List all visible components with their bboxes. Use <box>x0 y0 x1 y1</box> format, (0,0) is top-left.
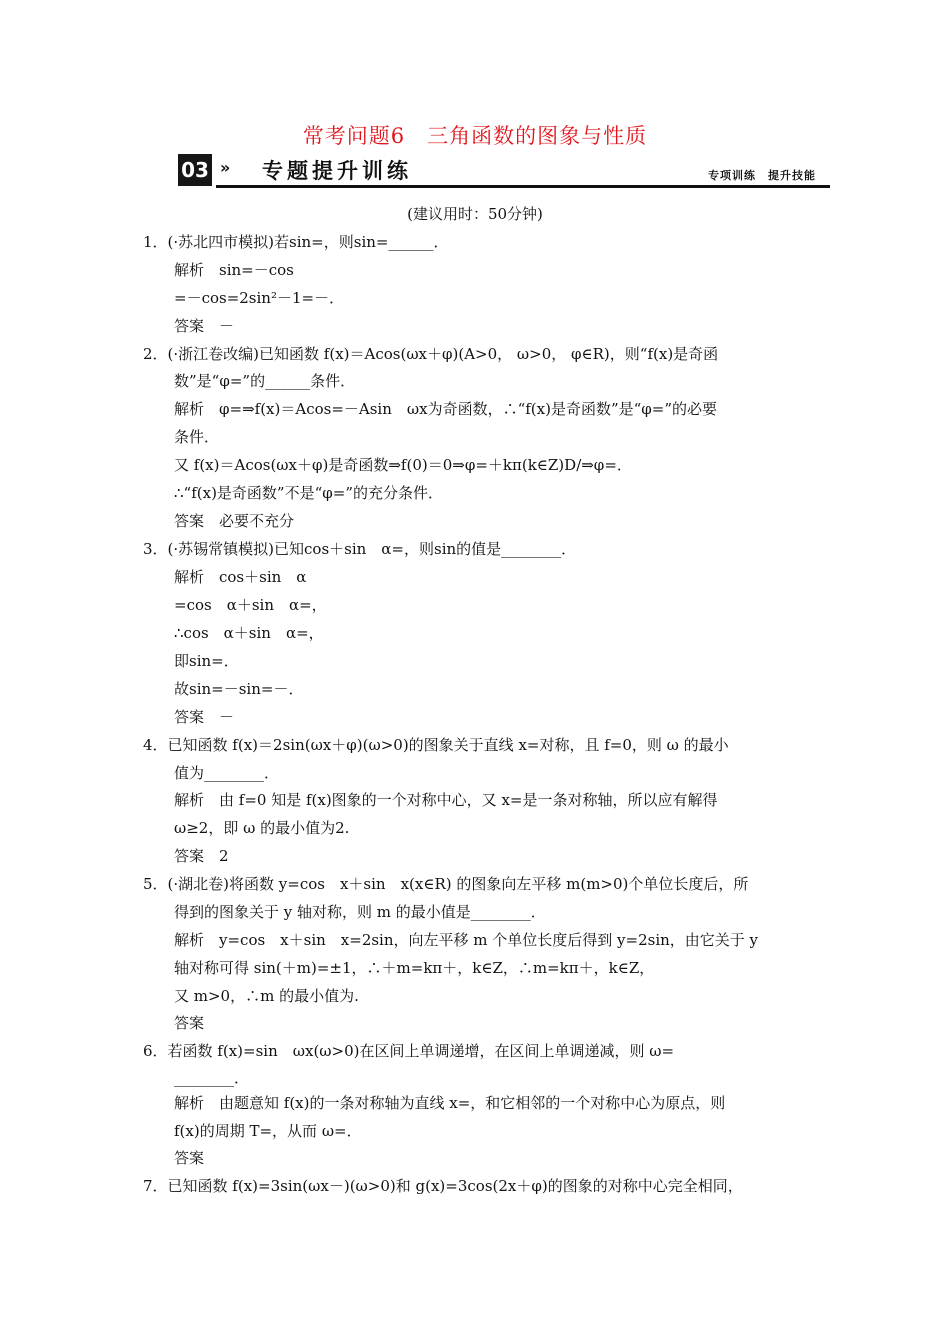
answer-line: 答案 2 <box>174 847 229 865</box>
suggested-time: (建议用时：50分钟) <box>407 205 543 223</box>
solution-line: 解析 φ=⇒f(x)＝Acos=－Asin ωx为奇函数，∴“f(x)是奇函数”是“φ=”的必要 <box>174 400 718 418</box>
question-3: 3．(·苏锡常镇模拟)已知cos＋sin α=，则sin的值是________． <box>143 540 577 558</box>
solution-line: 故sin=－sin=－． <box>174 680 304 698</box>
question-line: ________． <box>174 1069 250 1087</box>
question-7: 7．已知函数 f(x)=3sin(ωx－)(ω>0)和 g(x)=3cos(2x＋φ)的图象的对称中心完全相同， <box>143 1177 743 1195</box>
answer-line: 答案 － <box>174 708 235 726</box>
solution-line: f(x)的周期 T=，从而 ω=． <box>174 1122 362 1140</box>
section-banner <box>178 152 830 188</box>
answer-line: 答案 <box>174 1014 205 1032</box>
question-1: 1．(·苏北四市模拟)若sin=，则sin=______． <box>143 233 449 251</box>
solution-line: 解析 y=cos x＋sin x=2sin，向左平移 m 个单位长度后得到 y=2sin，由它关于 y <box>174 931 759 949</box>
section-title: 专题提升训练 <box>262 159 412 183</box>
answer-line: 答案 <box>174 1149 205 1167</box>
page-title: 常考问题6 三角函数的图象与性质 <box>302 124 648 148</box>
solution-line: 即sin=． <box>174 652 239 670</box>
solution-line: =cos α＋sin α=， <box>174 596 327 614</box>
solution-line: 又 m>0，∴m 的最小值为. <box>174 987 359 1005</box>
question-5: 5．(·湖北卷)将函数 y=cos x＋sin x(x∈R) 的图象向左平移 m(m>0)个单位长度后，所 <box>143 875 749 893</box>
solution-line: ∴“f(x)是奇函数”不是“φ=”的充分条件． <box>174 484 444 502</box>
solution-line: ω≥2，即 ω 的最小值为2. <box>174 819 350 837</box>
solution-line: 解析 cos＋sin α <box>174 568 307 586</box>
solution-line: 解析 由 f=0 知是 f(x)图象的一个对称中心，又 x=是一条对称轴，所以应有解得 <box>174 791 718 809</box>
solution-line: ∴cos α＋sin α=， <box>174 624 324 642</box>
question-4: 4．已知函数 f(x)＝2sin(ωx＋φ)(ω>0)的图象关于直线 x=对称，且 f=0，则 ω 的最小 <box>143 736 729 754</box>
solution-line: =－cos=2sin²－1=－． <box>174 289 345 307</box>
question-6: 6．若函数 f(x)=sin ωx(ω>0)在区间上单调递增，在区间上单调递减，则 ω= <box>143 1042 675 1060</box>
question-2: 2．(·浙江卷改编)已知函数 f(x)＝Acos(ωx＋φ)(A>0， ω>0， φ∈R)，则“f(x)是奇函 <box>143 345 719 363</box>
question-line: 值为________． <box>174 764 280 782</box>
solution-line: 条件． <box>174 428 220 446</box>
solution-line: 轴对称可得 sin(＋m)=±1，∴＋m=kπ＋，k∈Z，∴m=kπ＋，k∈Z， <box>174 959 655 977</box>
section-tagline: 专项训练 提升技能 <box>708 169 816 182</box>
solution-line: 解析 由题意知 f(x)的一条对称轴为直线 x=，和它相邻的一个对称中心为原点，则 <box>174 1094 726 1112</box>
solution-line: 解析 sin=－cos <box>174 261 294 279</box>
chevron-icon: » <box>220 158 231 177</box>
question-line: 数”是“φ=”的______条件． <box>174 372 356 390</box>
solution-line: 又 f(x)＝Acos(ωx＋φ)是奇函数⇒f(0)＝0⇒φ=＋kπ(k∈Z)D/⇒φ=． <box>174 456 632 474</box>
question-line: 得到的图象关于 y 轴对称，则 m 的最小值是________． <box>174 903 546 921</box>
answer-line: 答案 － <box>174 317 235 335</box>
section-number-badge: 03 <box>178 154 212 186</box>
banner-rule <box>216 185 830 188</box>
answer-line: 答案 必要不充分 <box>174 512 295 530</box>
